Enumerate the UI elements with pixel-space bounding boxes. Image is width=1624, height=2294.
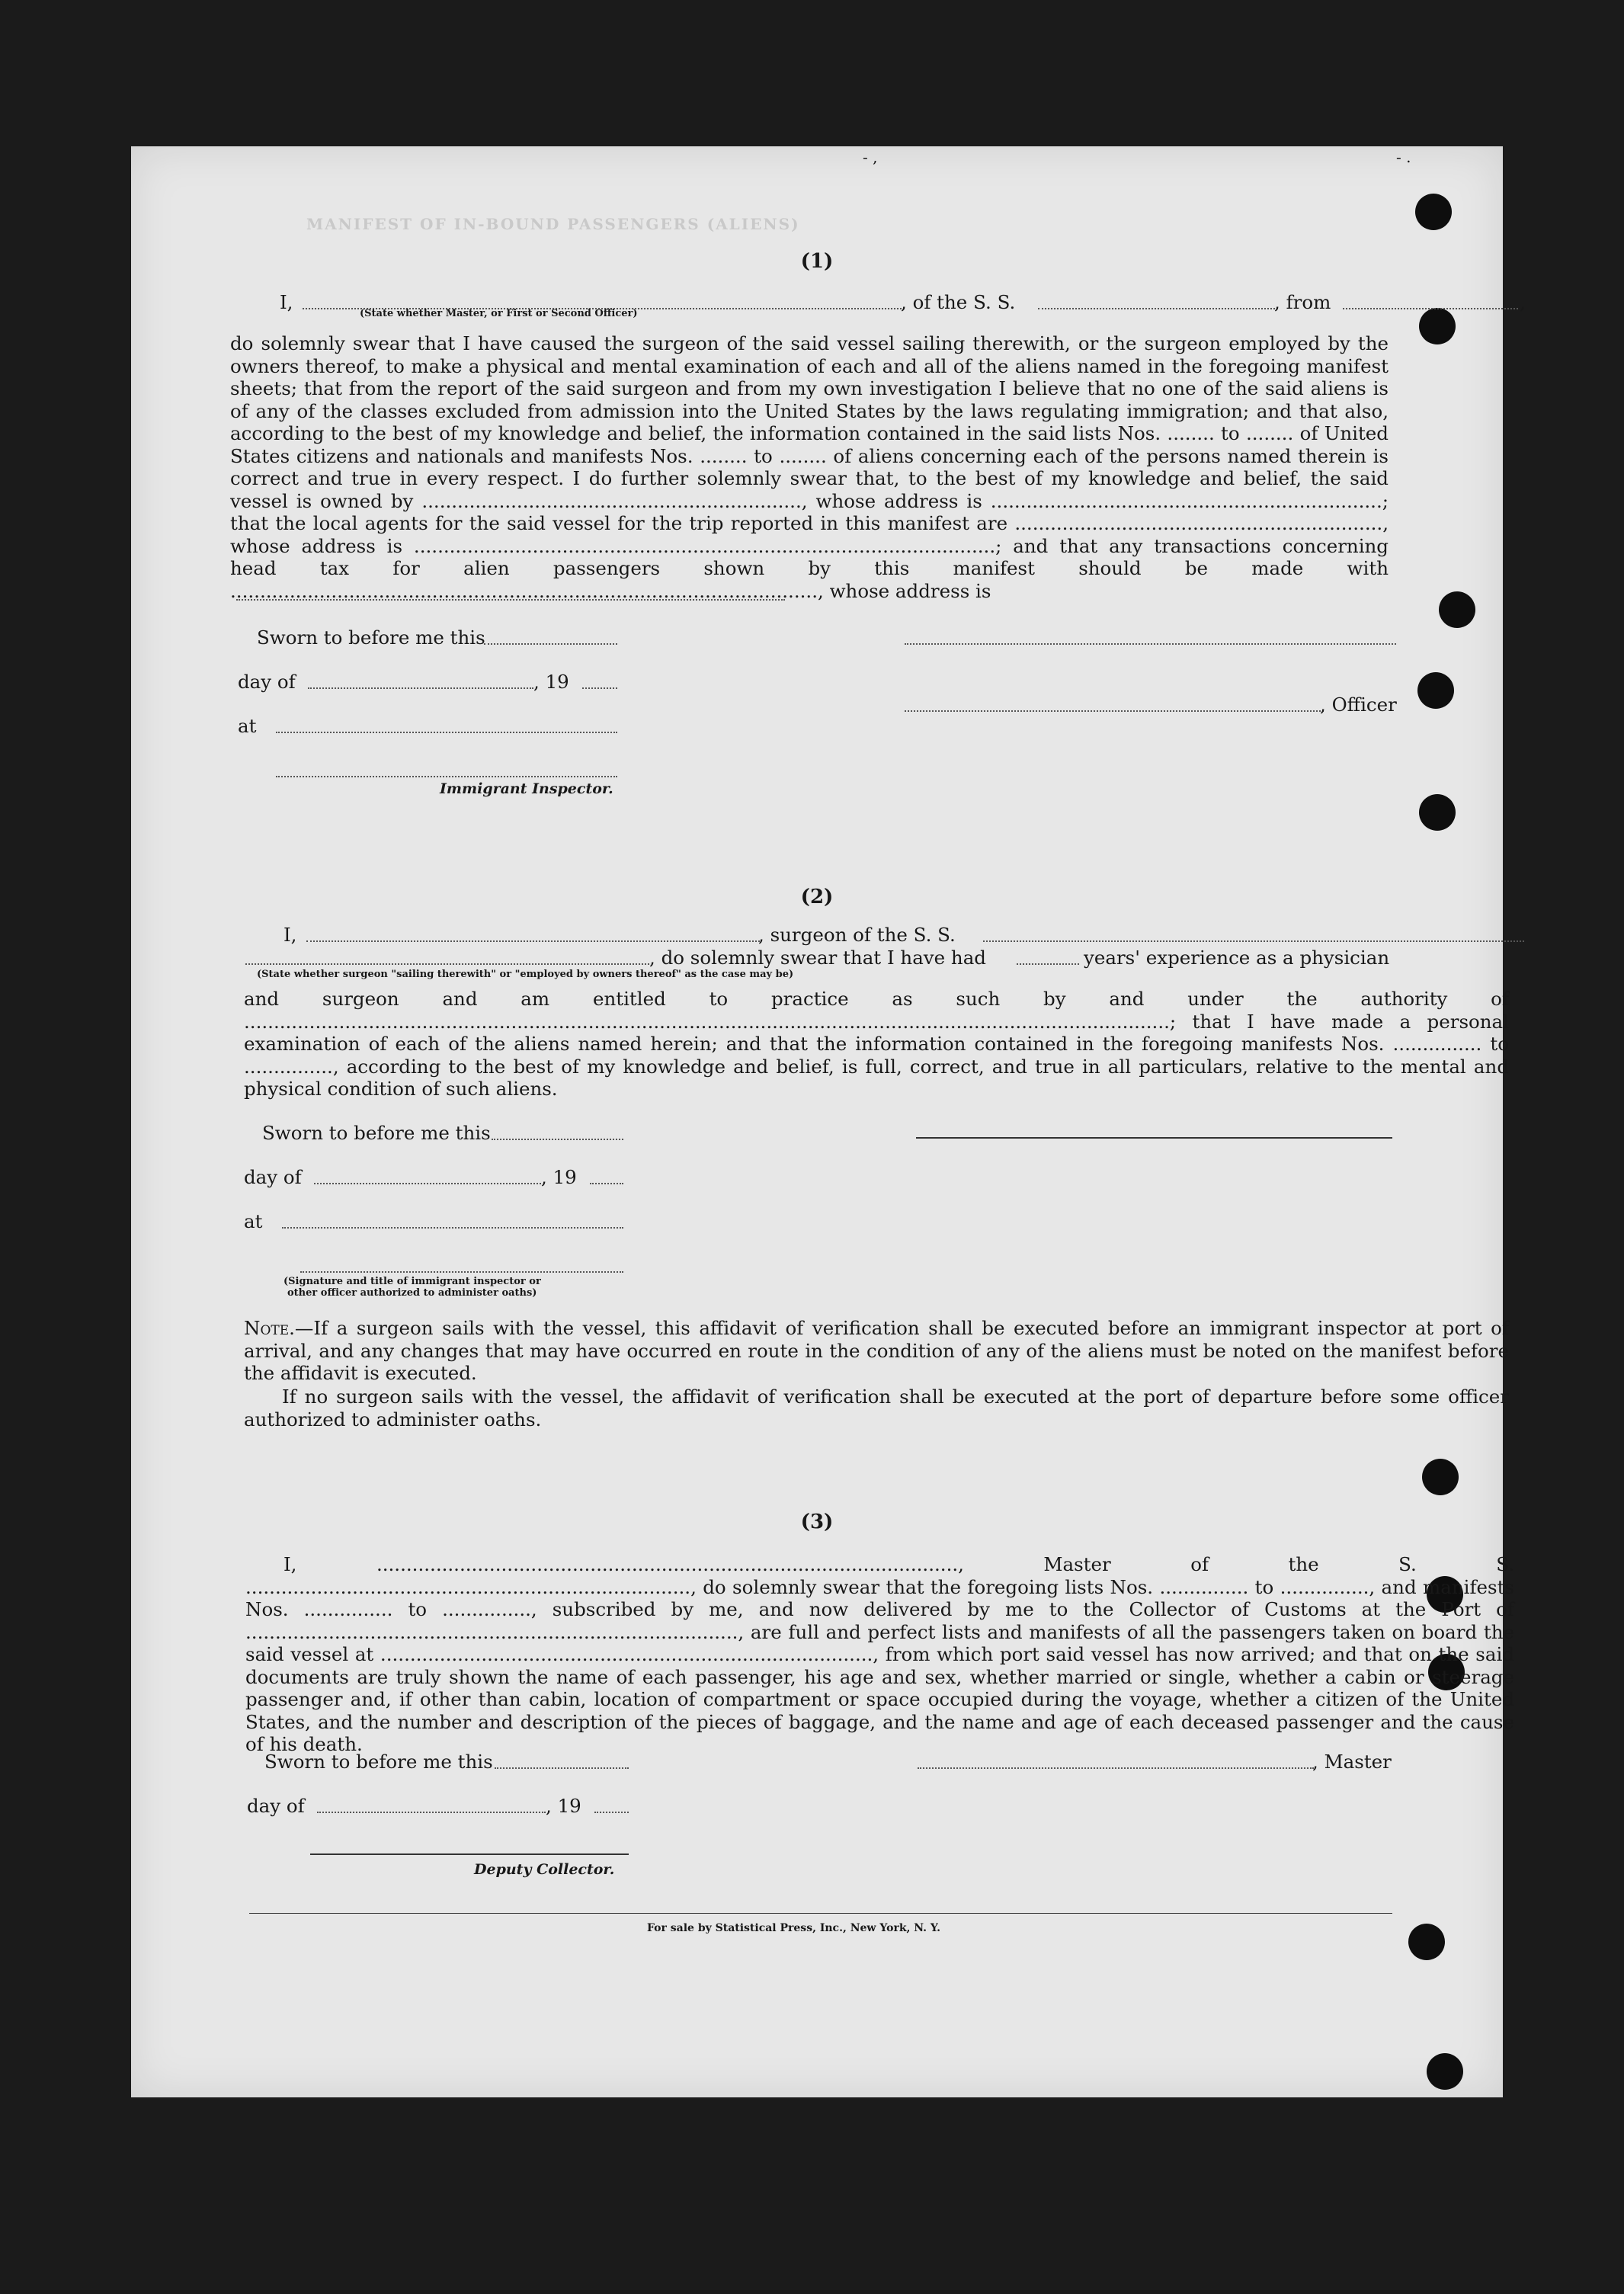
top-mark: - , (863, 148, 878, 166)
from-label: , from (1274, 291, 1331, 313)
blank-line[interactable] (484, 642, 617, 645)
blank-line[interactable] (276, 730, 617, 733)
punch-hole (1419, 308, 1456, 344)
year-label: , 19 (541, 1166, 577, 1188)
punch-hole (1408, 1924, 1445, 1960)
blank-line[interactable] (983, 939, 1524, 942)
surgeon-of-label: , surgeon of the S. S. (758, 924, 956, 946)
blank-line[interactable] (495, 1766, 629, 1769)
day-of-label: day of (238, 671, 296, 693)
note-label: Note. (244, 1317, 295, 1339)
faded-heading: MANIFEST OF IN-BOUND PASSENGERS (ALIENS) (306, 215, 800, 233)
blank-line[interactable] (590, 1181, 623, 1184)
years-label: years' experience as a physician (1084, 947, 1390, 969)
sworn-label: Sworn to before me this (257, 626, 485, 649)
note-text: —If a surgeon sails with the vessel, this affidavit of verification shall be executed before an immigrant inspector at port of arrival, and any changes that may have occurred en route in the condition of any of the aliens must be noted on the manifest before the affidavit is executed. (244, 1317, 1509, 1384)
document-page (131, 146, 1526, 2097)
signature-line[interactable] (918, 1766, 1314, 1769)
oath-paragraph-3: I, .................................................................................................., Master of the S. S. ..........................................................................., do solemnly swear that the foregoing lists Nos. ............... to ..............., and manifests Nos. ............... to ..............., subscribed by me, and now delivered by me to the Collector of Customs at the Port of ..................................................................................., are full and perfect lists and manifests of all the passengers taken on board the said vessel at ..................................................................................., from which port said vessel has now arrived; and that on the said documents are truly shown the name of each passenger, his age and sex, whether married or single, whether a cabin or steerage passenger and, if other than cabin, location of compartment or space occupied during the voyage, whether a citizen of the United States, and the number and description of the pieces of baggage, and the name and age of each deceased passenger and the cause of his death. (245, 1553, 1514, 1755)
day-of-label: day of (244, 1166, 302, 1188)
signature-line[interactable] (916, 1137, 1392, 1139)
blank-line[interactable] (282, 1225, 623, 1229)
punch-hole (1419, 794, 1456, 831)
blank-line[interactable] (1017, 962, 1079, 965)
blank-line[interactable] (1038, 306, 1278, 309)
of-ss-label: , of the S. S. (901, 291, 1016, 313)
officer-caption: (State whether Master, or First or Second Officer) (360, 308, 638, 319)
section-number: (2) (800, 886, 834, 908)
top-mark: - . (1396, 148, 1411, 166)
blank-line[interactable] (236, 598, 785, 601)
section-number: (1) (800, 250, 834, 273)
note-paragraph-2: If no surgeon sails with the vessel, the affidavit of verification shall be executed at the port of departure before some officer authorized to administer oaths. (244, 1386, 1509, 1431)
punch-hole (1439, 591, 1475, 628)
blank-line[interactable] (582, 686, 617, 689)
immigrant-inspector-label: Immigrant Inspector. (440, 780, 613, 797)
blank-line[interactable] (1343, 306, 1518, 309)
signature-line[interactable] (276, 774, 617, 777)
blank-line[interactable] (314, 1181, 541, 1184)
punch-hole (1427, 2053, 1463, 2090)
blank-line[interactable] (306, 939, 760, 942)
note-paragraph-1 (244, 1317, 1509, 1385)
blank-line[interactable] (905, 709, 1324, 712)
officer-label: , Officer (1320, 694, 1397, 716)
signature-line[interactable] (310, 1853, 629, 1855)
year-label: , 19 (546, 1795, 581, 1817)
signature-caption: (Signature and title of immigrant inspector or (283, 1276, 541, 1287)
blank-line[interactable] (594, 1810, 629, 1813)
year-label: , 19 (533, 671, 569, 693)
sworn-label: Sworn to before me this (264, 1751, 493, 1773)
footer-rule (249, 1913, 1392, 1914)
day-of-label: day of (247, 1795, 305, 1817)
oath-paragraph-2: and surgeon and am entitled to practice as such by and under the authority of ............................................................................................................................................................; that I have made a personal examination of each of the aliens named herein; and that the information contained in the foregoing manifests Nos. ............... to ..............., according to the best of my knowledge and belief, is full, correct, and true in all particulars, relative to the mental and physical condition of such aliens. (244, 988, 1509, 1100)
printer-imprint: For sale by Statistical Press, Inc., New York, N. Y. (647, 1922, 940, 1934)
signature-caption: other officer authorized to administer oaths) (287, 1287, 537, 1299)
oath-i: I, (280, 291, 293, 313)
blank-line[interactable] (245, 962, 649, 965)
section-number: (3) (800, 1511, 834, 1533)
at-label: at (244, 1210, 263, 1232)
oath-paragraph-1: do solemnly swear that I have caused the surgeon of the said vessel sailing therewith, or the surgeon employed by the owners thereof, to make a physical and mental examination of each and all of the aliens named in the foregoing manifest sheets; that from the report of the said surgeon and from my own investigation I believe that no one of the said aliens is of any of the classes excluded from admission into the United States by the laws regulating immigration; and that also, according to the best of my knowledge and belief, the information contained in the said lists Nos. ........ to ........ of United States citizens and nationals and manifests Nos. ........ to ........ of aliens concerning each of the persons named therein is correct and true in every respect. I do further solemnly swear that, to the best of my knowledge and belief, the said vessel is owned by ................................................................, whose address is ..................................................................; that the local agents for the said vessel for the trip reported in this manifest are .............................................................., whose address is ..................................................................................................; and that any transactions concerning head tax for alien passengers shown by this manifest should be made with ..................................................................................................., whose address is (230, 332, 1389, 602)
surgeon-caption: (State whether surgeon "sailing therewith" or "employed by owners thereof" as the case may be) (257, 969, 794, 980)
blank-line[interactable] (308, 686, 533, 689)
blank-line[interactable] (492, 1137, 623, 1140)
sworn-label: Sworn to before me this (262, 1122, 491, 1144)
at-label: at (238, 715, 257, 737)
comma: , (1520, 291, 1526, 313)
blank-line[interactable] (905, 642, 1396, 645)
punch-hole (1422, 1459, 1459, 1495)
oath-i: I, (283, 924, 297, 946)
master-label: , Master (1312, 1751, 1392, 1773)
blank-line[interactable] (317, 1810, 546, 1813)
deputy-collector-label: Deputy Collector. (474, 1861, 615, 1878)
swear-label: , do solemnly swear that I have had (649, 947, 986, 969)
signature-line[interactable] (300, 1270, 623, 1273)
punch-hole (1415, 194, 1452, 230)
punch-hole (1417, 672, 1454, 709)
